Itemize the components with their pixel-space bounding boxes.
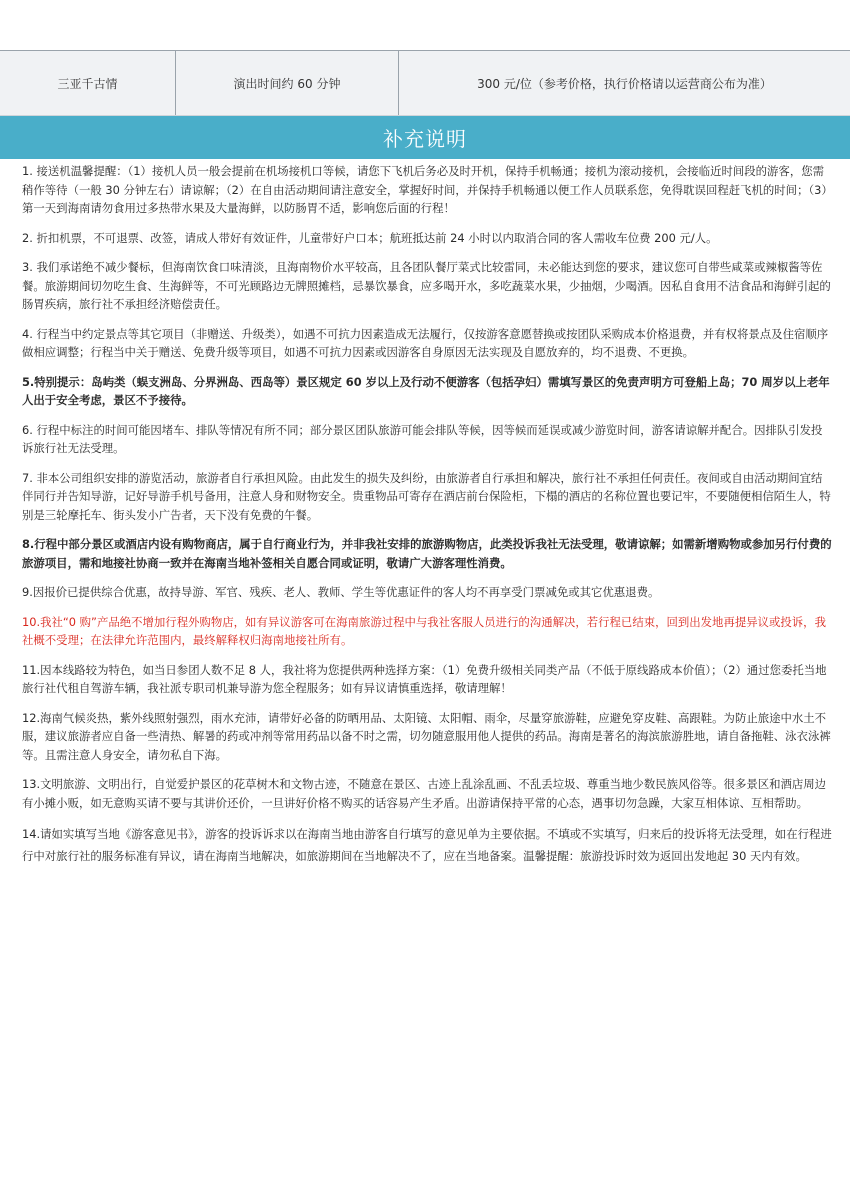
note-item-1: 1. 接送机温馨提醒：（1）接机人员一般会提前在机场接机口等候，请您下飞机后务必及时开机，保持手机畅通；接机为滚动接机，会接临近时间段的游客，您需稍作等待（一般 30 分钟左右）请谅解；（2）在自由活动期间请注意安全，掌握好时间，并保持手机畅通以便工作人员联系您，免得耽误回程赶飞机的时间；（3）第一天到海南请勿食用过多热带水果及大量海鲜，以防肠胃不适，影响您后面的行程！ [22, 164, 828, 215]
note-item-10: 10.我社“0 购”产品绝不增加行程外购物店，如有异议游客可在海南旅游过程中与我社客服人员进行的沟通解决，若行程已结束，回到出发地再提异议或投诉，我社概不受理；在法律允许范围内，最终解释权归海南地接社所有。 [22, 614, 826, 647]
note-item-4: 4. 行程当中约定景点等其它项目（非赠送、升级类），如遇不可抗力因素造成无法履行，仅按游客意愿替换或按团队采购成本价格退费，并有权将景点及住宿顺序做相应调整；行程当中关于赠送、免费升级等项目，如遇不可抗力因素或因游客自身原因无法实现及自愿放弃的，均不退费、不更换。 [22, 326, 829, 359]
note-item-12: 12.海南气候炎热，紫外线照射强烈，雨水充沛，请带好必备的防晒用品、太阳镜、太阳帽、雨伞，尽量穿旅游鞋，应避免穿皮鞋、高跟鞋。为防止旅途中水土不服，建议旅游者应自备一些清热、解暑的药或冲剂等常用药品以备不时之需，切勿随意服用他人提供的药品。海南是著名的海滨旅游胜地，请自备拖鞋、泳衣泳裤等。且需注意人身安全，请勿私自下海。 [22, 710, 831, 762]
price-cell: 300 元/位（参考价格，执行价格请以运营商公布为准） [477, 76, 772, 91]
note-item-14: 14.请如实填写当地《游客意见书》，游客的投诉诉求以在海南当地由游客自行填写的意见单为主要依据。不填或不实填写，归来后的投诉将无法受理，如在行程进行中对旅行社的服务标准有异议，请在海南当地解决，如旅游期间在当地解决不了，应在当地备案。温馨提醒：旅游投诉时效为返回出发地起 30 天内有效。 [22, 827, 832, 863]
note-item-9: 9.因报价已提供综合优惠，故持导游、军官、残疾、老人、教师、学生等优惠证件的客人均不再享受门票减免或其它优惠退费。 [22, 585, 660, 599]
note-item-13: 13.文明旅游、文明出行，自觉爱护景区的花草树木和文物古迹，不随意在景区、古迹上乱涂乱画、不乱丢垃圾、尊重当地少数民族风俗等。很多景区和酒店周边有小摊小贩，如无意购买请不要与其讲价还价，一旦讲好价格不购买的话容易产生矛盾。出游请保持平常的心态，遇事切勿急躁，大家互相体谅、互相帮助。 [22, 777, 827, 810]
attraction-name-cell: 三亚千古情 [0, 51, 176, 115]
note-item-11: 11.因本线路较为特色，如当日参团人数不足 8 人，我社将为您提供两种选择方案：（1）免费升级相关同类产品（不低于原线路成本价值）；（2）通过您委托当地旅行社代租自驾游车辆，我社派专职司机兼导游为您全程服务；如有异议请慎重选择，敬请理解！ [22, 662, 827, 695]
note-item-6: 6. 行程中标注的时间可能因堵车、排队等情况有所不同；部分景区团队旅游可能会排队等候，因等候而延误或减少游览时间，游客请谅解并配合。因排队引发投诉旅行社无法受理。 [22, 422, 823, 455]
show-duration-cell: 演出时间约 60 分钟 [176, 51, 399, 115]
note-item-3: 3. 我们承诺绝不减少餐标，但海南饮食口味清淡，且海南物价水平较高，且各团队餐厅菜式比较雷同，未必能达到您的要求，建议您可自带些咸菜或辣椒酱等佐餐。旅游期间切勿吃生食、生海鲜等，不可光顾路边无牌照摊档，忌暴饮暴食，应多喝开水，多吃蔬菜水果，少抽烟，少喝酒。因私自食用不洁食品和海鲜引起的肠胃疾病，旅行社不承担经济赔偿责任。 [22, 260, 831, 311]
section-title: 补充说明 [0, 116, 850, 159]
note-item-2: 2. 折扣机票，不可退票、改签，请成人带好有效证件，儿童带好户口本；航班抵达前 24 小时以内取消合同的客人需收车位费 200 元/人。 [22, 230, 718, 245]
attraction-row [0, 50, 850, 116]
notes-list [22, 162, 832, 867]
note-item-7: 7. 非本公司组织安排的游览活动，旅游者自行承担风险。由此发生的损失及纠纷，由旅游者自行承担和解决，旅行社不承担任何责任。夜间或自由活动期间宜结伴同行并告知导游，记好导游手机号备用，注意人身和财物安全。贵重物品可寄存在酒店前台保险柜，下榻的酒店的名称位置也要记牢，不要随便相信陌生人，特别是三轮摩托车、街头发小广告者，天下没有免费的午餐。 [22, 470, 831, 522]
note-item-8: 8.行程中部分景区或酒店内设有购物商店，属于自行商业行为，并非我社安排的旅游购物店，此类投诉我社无法受理，敬请谅解；如需新增购物或参加另行付费的旅游项目，需和地接社协商一致并在海南当地补签相关自愿合同或证明，敬请广大游客理性消费。 [22, 537, 832, 570]
note-item-5: 5.特别提示：岛屿类（蜈支洲岛、分界洲岛、西岛等）景区规定 60 岁以上及行动不便游客（包括孕妇）需填写景区的免责声明方可登船上岛；70 周岁以上老年人出于安全考虑，景区不予接待。 [22, 374, 830, 407]
